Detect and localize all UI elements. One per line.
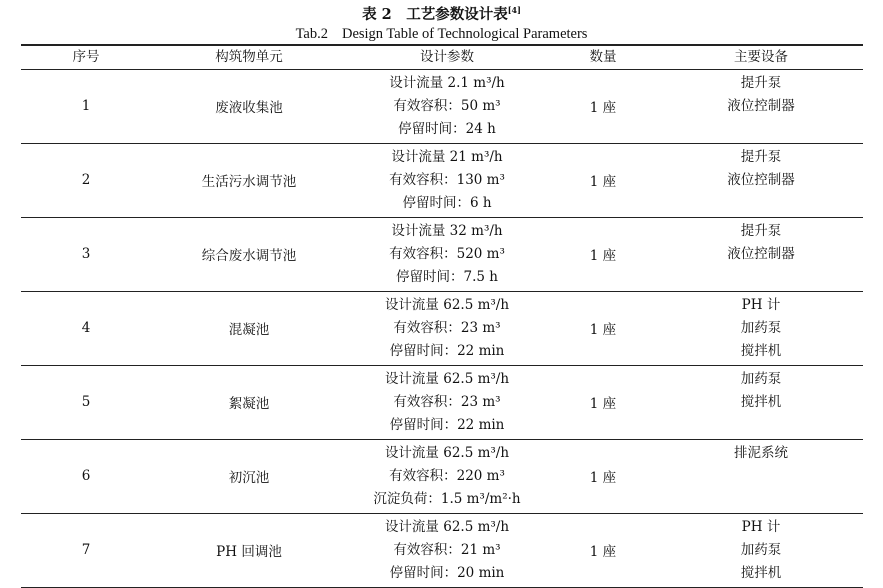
design-params [347,513,547,587]
equipment-line: PH 计 [741,296,781,313]
row-number: 5 [21,365,151,439]
design-params-line: 停留时间：20 min [389,564,505,581]
equipment-line: 提升泵 [740,148,782,165]
table-row [21,513,863,587]
quantity: 1 座 [547,365,659,439]
equipment-line: 提升泵 [740,222,782,239]
table-title-cn: 表 2 工艺参数设计表[4] [362,5,521,23]
equipment-line: PH 计 [741,518,781,535]
header-unit: 构筑物单元 [151,45,347,69]
design-params [347,291,547,365]
quantity: 1 座 [547,217,659,291]
unit-name: 混凝池 [151,291,347,365]
quantity: 1 座 [547,69,659,143]
table-header-row [21,45,863,69]
equipment [659,365,863,439]
row-number: 7 [21,513,151,587]
design-params-line: 有效容积：220 m³ [389,467,505,484]
row-number: 4 [21,291,151,365]
design-params-line: 有效容积：520 m³ [389,245,505,262]
equipment-line: 液位控制器 [727,171,795,188]
equipment [659,439,863,513]
design-params-line: 有效容积：130 m³ [389,171,505,188]
unit-name: 综合废水调节池 [151,217,347,291]
design-params [347,69,547,143]
quantity: 1 座 [547,291,659,365]
equipment-line: 加药泵 [740,370,782,387]
header-equipment: 主要设备 [659,45,863,69]
equipment-line: 搅拌机 [740,564,782,581]
equipment [659,143,863,217]
design-params-line: 设计流量 62.5 m³/h [384,296,510,313]
design-params-line: 有效容积：23 m³ [393,393,501,410]
design-params-line: 有效容积：23 m³ [393,319,501,336]
equipment [659,217,863,291]
design-params-line: 设计流量 2.1 m³/h [389,74,505,91]
unit-name: 废液收集池 [151,69,347,143]
row-number: 1 [21,69,151,143]
table-row [21,291,863,365]
equipment-line: 加药泵 [740,319,782,336]
equipment-line: 搅拌机 [740,342,782,359]
equipment-line: 排泥系统 [734,444,788,461]
design-params [347,439,547,513]
row-number: 3 [21,217,151,291]
table-row [21,217,863,291]
design-params [347,365,547,439]
design-params-line: 设计流量 62.5 m³/h [384,444,510,461]
table-row [21,365,863,439]
design-params-line: 设计流量 62.5 m³/h [384,518,510,535]
quantity: 1 座 [547,439,659,513]
table-row [21,439,863,513]
design-params-line: 停留时间：22 min [389,416,505,433]
row-number: 6 [21,439,151,513]
design-params-line: 设计流量 62.5 m³/h [384,370,510,387]
row-number: 2 [21,143,151,217]
design-params-line: 设计流量 32 m³/h [391,222,503,239]
design-params-line: 停留时间：24 h [398,120,496,137]
design-params-line: 停留时间：7.5 h [396,268,498,285]
table-row [21,69,863,143]
unit-name: 初沉池 [151,439,347,513]
unit-name: 生活污水调节池 [151,143,347,217]
equipment [659,291,863,365]
design-params-line: 停留时间：6 h [402,194,492,211]
header-no: 序号 [21,45,151,69]
equipment-line: 提升泵 [740,74,782,91]
design-params [347,143,547,217]
table-title-en: Tab.2 Design Table of Technological Parameters [295,26,588,42]
design-params-line: 停留时间：22 min [389,342,505,359]
design-params-line: 沉淀负荷：1.5 m³/m²·h [373,490,521,507]
equipment-line: 液位控制器 [727,97,795,114]
quantity: 1 座 [547,513,659,587]
unit-name: 絮凝池 [151,365,347,439]
quantity: 1 座 [547,143,659,217]
equipment [659,69,863,143]
unit-name: PH 回调池 [151,513,347,587]
equipment-line: 搅拌机 [740,393,782,410]
equipment [659,513,863,587]
design-params-line: 设计流量 21 m³/h [391,148,503,165]
equipment-line: 加药泵 [740,541,782,558]
parameters-table [21,44,863,588]
header-qty: 数量 [547,45,659,69]
design-params-line: 有效容积：21 m³ [393,541,501,558]
table-row [21,143,863,217]
header-params: 设计参数 [347,45,547,69]
design-params-line: 有效容积：50 m³ [393,97,501,114]
design-params [347,217,547,291]
title-reference: [4] [507,5,521,16]
equipment-line: 液位控制器 [727,245,795,262]
